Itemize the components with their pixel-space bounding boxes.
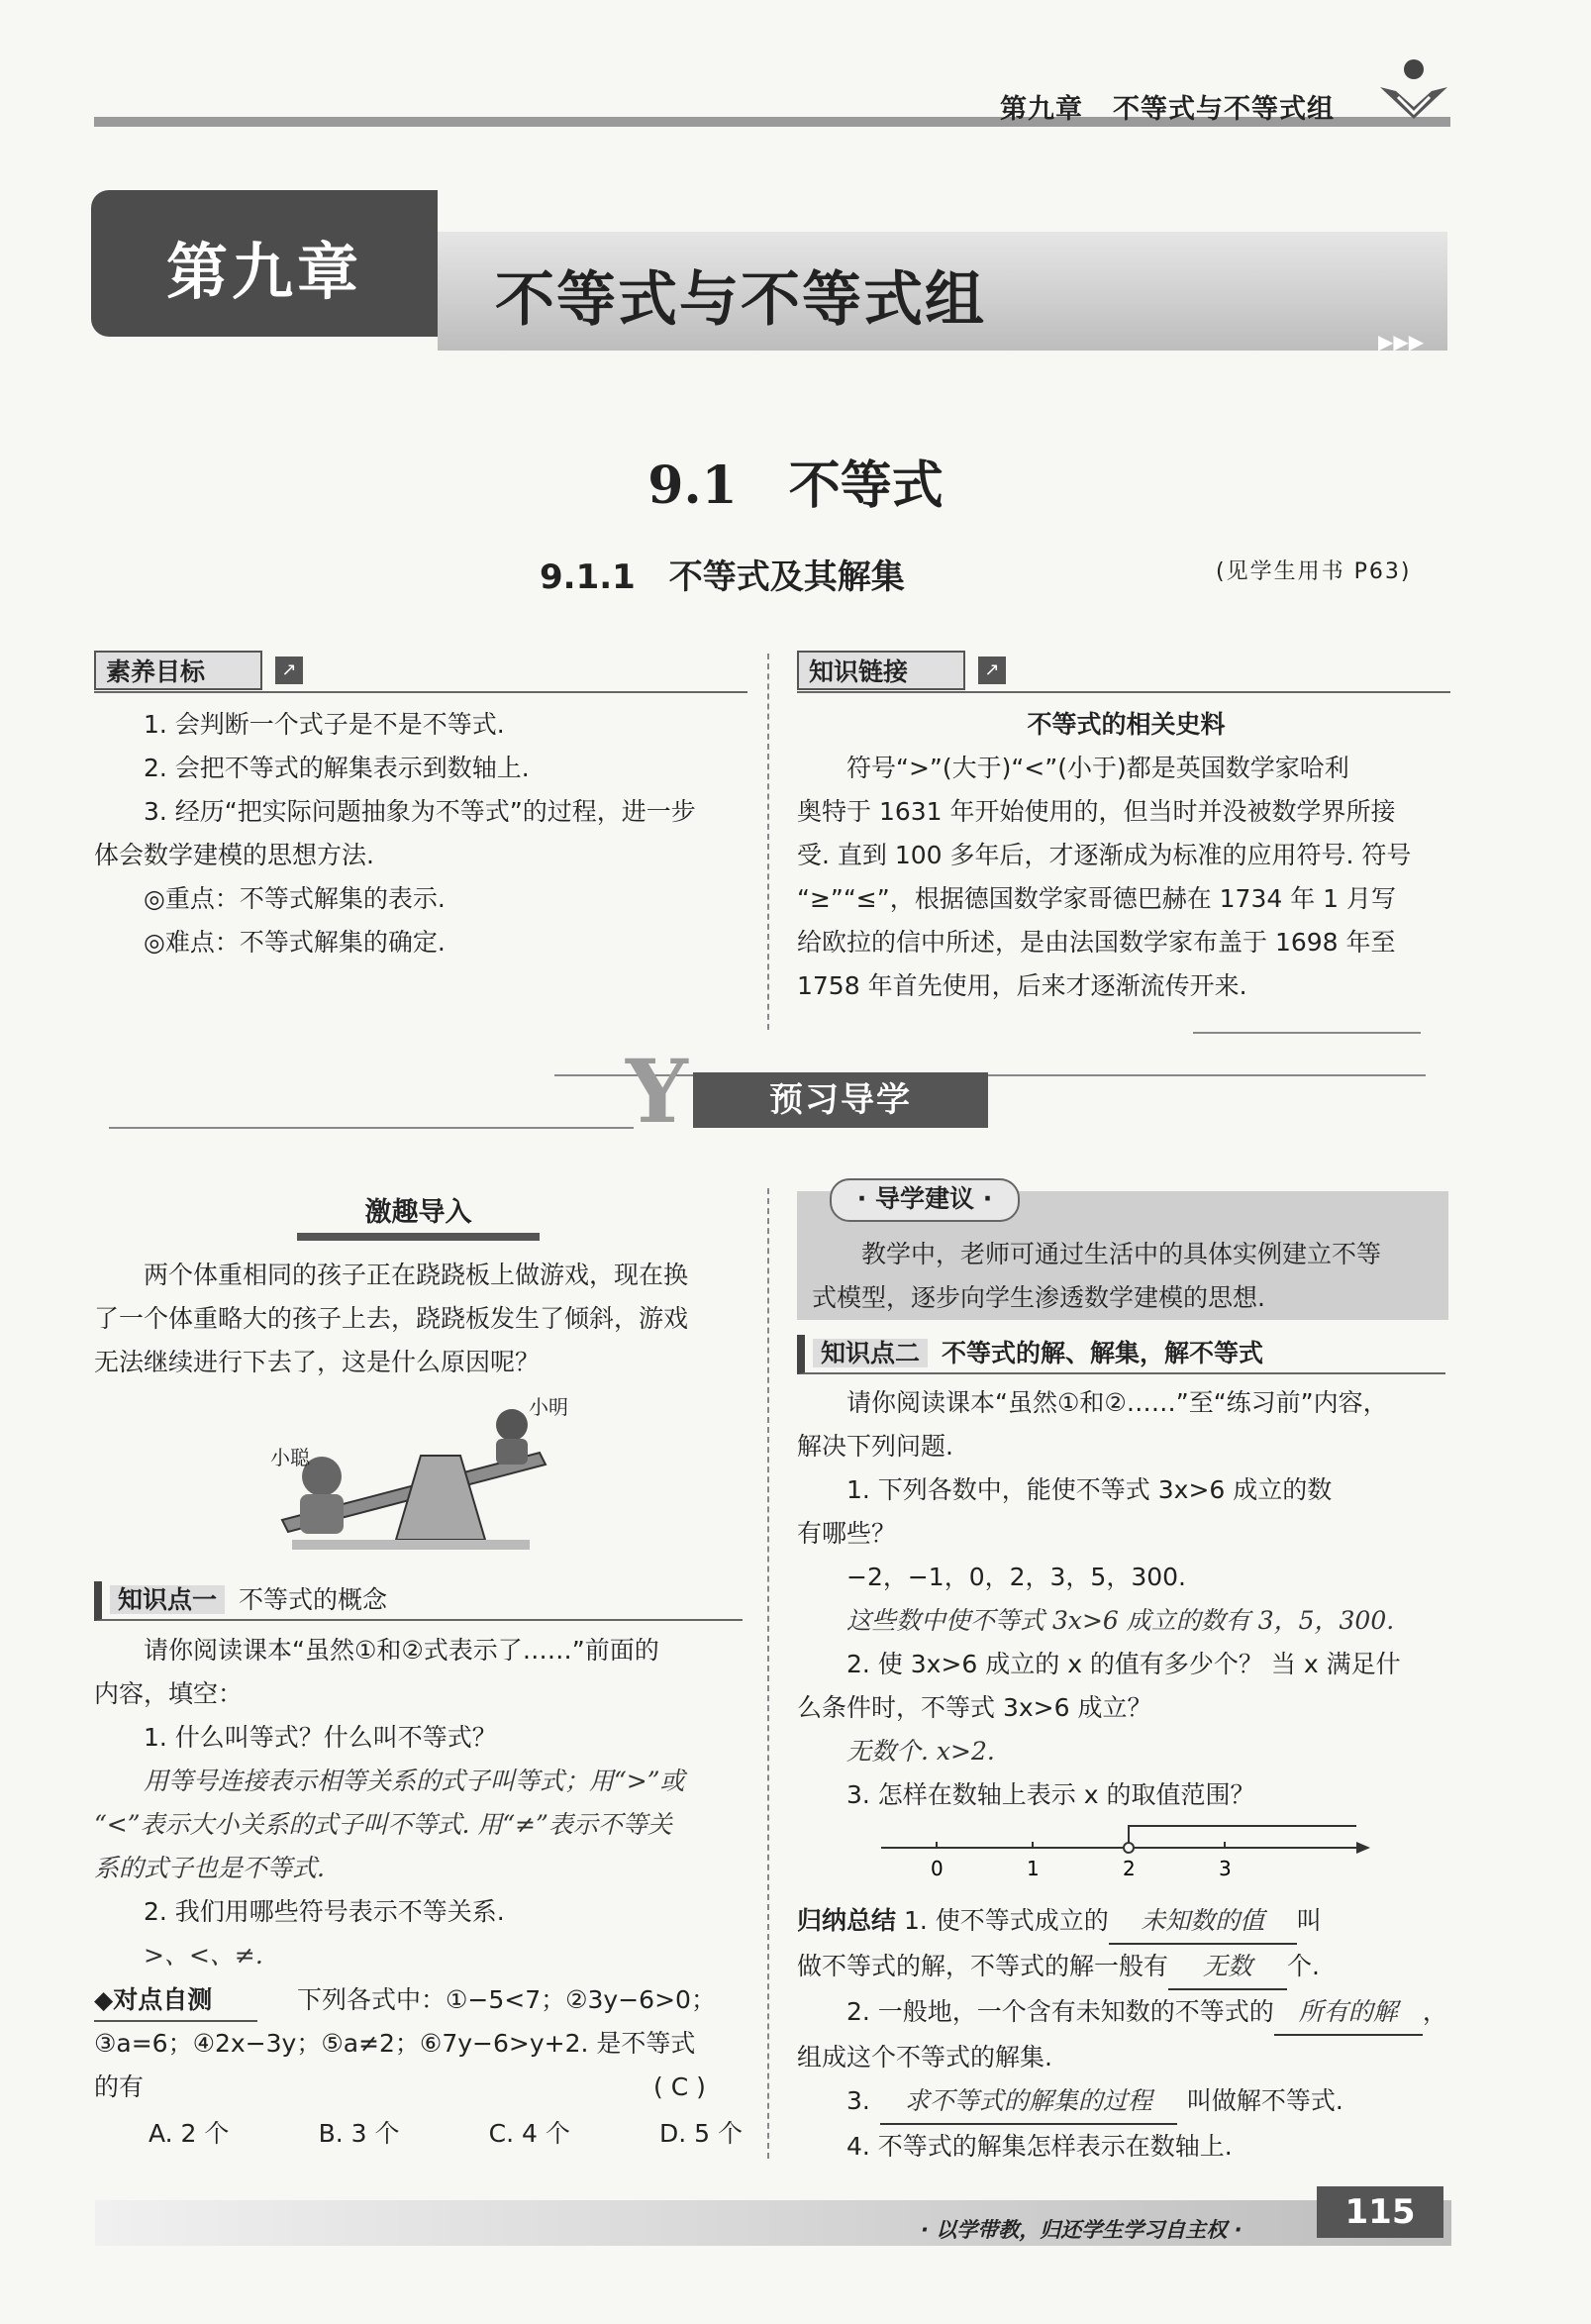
kp2-header (797, 1335, 1445, 1374)
summary-label: 归纳总结 (797, 1906, 897, 1935)
kp2-numbers: −2，−1，0，2，3，5，300. (846, 1563, 1186, 1591)
summary-text: 3. (846, 2086, 870, 2115)
guide-text (812, 1233, 1436, 1320)
summary-text: ， (1422, 1997, 1447, 2026)
summary-line-4: 4. 不等式的解集怎样表示在数轴上. (846, 2132, 1233, 2161)
intro-line: 两个体重相同的孩子正在跷跷板上做游戏，现在换 (144, 1261, 689, 1289)
diamond-icon: ◆ (94, 1985, 114, 2014)
arrow-icon: ↗ (275, 657, 303, 684)
selftest-label: 对点自测 (113, 1985, 213, 2014)
summary-line-1 (797, 1899, 1455, 1945)
goal-line: 3. 经历“把实际问题抽象为不等式”的过程，进一步 (144, 797, 696, 826)
link-line: “≥”“≤”，根据德国数学家哥德巴赫在 1734 年 1 月写 (797, 884, 1397, 913)
running-header (1000, 87, 1364, 126)
selftest-options (149, 2112, 743, 2156)
book-reference: (见学生用书 P63) (1216, 559, 1412, 584)
seesaw-illustration (252, 1391, 559, 1555)
column-divider (767, 654, 769, 1030)
kp1-content (94, 1629, 752, 1977)
axis-label-3: 3 (1219, 1857, 1232, 1880)
link-line: 1758 年首先使用，后来才逐渐流传开来. (797, 971, 1247, 1000)
intro-banner: 激趣导入 (297, 1193, 540, 1241)
option-c: C. 4 个 (488, 2119, 570, 2148)
axis-label-0: 0 (931, 1857, 944, 1880)
goals-tag: 素养目标 (94, 651, 262, 690)
kp2-answer: 无数个. x>2. (846, 1737, 995, 1766)
link-title: 不等式的相关史料 (1027, 710, 1226, 739)
guide-tag: · 导学建议 · (830, 1178, 1020, 1222)
blank-answer: 所有的解 (1274, 1990, 1423, 2036)
goals-rule (94, 691, 747, 693)
kp2-title: 不等式的解、解集，解不等式 (942, 1339, 1264, 1367)
kp2-intro: 请你阅读课本“虽然①和②……”至“练习前”内容， (846, 1388, 1388, 1417)
summary-text: 叫 (1296, 1906, 1322, 1935)
goals-list (94, 703, 747, 964)
blank-answer: 未知数的值 (1109, 1899, 1297, 1945)
section-title: 9.1 不等式 (647, 455, 944, 516)
kp1-answer: 系的式子也是不等式. (94, 1854, 325, 1882)
kp2-answer: 这些数中使不等式 3x>6 成立的数有 3，5，300. (846, 1606, 1395, 1635)
selftest-line1: 下列各式中：①−5<7；②3y−6>0； (297, 1985, 716, 2014)
summary-line-2b: 组成这个不等式的解集. (797, 2043, 1052, 2071)
link-line: 符号“>”(大于)“<”(小于)都是英国数学家哈利 (846, 754, 1349, 782)
summary-text: 个. (1287, 1952, 1320, 1980)
arrow-icon: ↗ (978, 657, 1006, 684)
kp1-question: 2. 我们用哪些符号表示不等关系. (144, 1897, 505, 1926)
goal-line: 体会数学建模的思想方法. (94, 841, 374, 869)
goal-line: 1. 会判断一个式子是不是不等式. (144, 710, 505, 739)
page-number: 115 (1317, 2186, 1443, 2238)
summary-text: 叫做解不等式. (1186, 2086, 1343, 2115)
summary-text: 2. 一般地，一个含有未知数的不等式的 (846, 1997, 1274, 2026)
preview-rule-left (109, 1127, 634, 1129)
guide-line: 教学中，老师可通过生活中的具体实例建立不等 (861, 1240, 1382, 1268)
subsection-title: 9.1.1 不等式及其解集 (540, 557, 905, 597)
option-a: A. 2 个 (149, 2119, 230, 2148)
kp1-tag: 知识点一 (110, 1585, 225, 1614)
footer-slogan: · 以学带教，归还学生学习自主权 · (921, 2218, 1243, 2242)
column-divider (767, 1188, 769, 2159)
preview-letter: Y (626, 1040, 688, 1143)
intro-text (94, 1254, 752, 1384)
blank-answer: 求不等式的解集的过程 (880, 2079, 1177, 2125)
axis-label-2: 2 (1123, 1857, 1136, 1880)
banner-arrows: ▶▶▶ (1378, 330, 1425, 354)
kp1-header (94, 1581, 743, 1621)
kp2-tag: 知识点二 (813, 1339, 928, 1367)
selftest-tag (94, 1980, 257, 2022)
header-title: 不等式与不等式组 (1113, 94, 1335, 125)
axis-label-1: 1 (1027, 1857, 1040, 1880)
kp2-question: 3. 怎样在数轴上表示 x 的取值范围？ (846, 1780, 1255, 1809)
name-left: 小聪 (270, 1446, 310, 1469)
kp2-question: 1. 下列各数中，能使不等式 3x>6 成立的数 (846, 1475, 1333, 1504)
name-right: 小明 (529, 1395, 568, 1419)
kp2-question: 么条件时，不等式 3x>6 成立？ (797, 1693, 1152, 1722)
kp1-line: 内容，填空： (94, 1679, 244, 1708)
chapter-title: 不等式与不等式组 (495, 265, 986, 335)
link-line: 受. 直到 100 多年后，才逐渐成为标准的应用符号. 符号 (797, 841, 1412, 869)
kp1-answer: 用等号连接表示相等关系的式子叫等式；用“>”或 (144, 1767, 685, 1795)
kp2-content (797, 1381, 1455, 1817)
kp2-question: 有哪些？ (797, 1519, 897, 1548)
link-rule (797, 691, 1450, 693)
intro-line: 了一个体重略大的孩子上去，跷跷板发生了倾斜，游戏 (94, 1304, 689, 1333)
summary-text: 1. 使不等式成立的 (903, 1906, 1109, 1935)
summary (797, 1899, 1455, 2169)
blank-answer: 无数 (1168, 1945, 1287, 1990)
header-chapter: 第九章 (1000, 94, 1083, 125)
summary-text: 做不等式的解，不等式的解一般有 (797, 1952, 1169, 1980)
reader-logo-icon (1374, 57, 1453, 129)
option-b: B. 3 个 (318, 2119, 400, 2148)
option-d: D. 5 个 (659, 2119, 743, 2148)
goal-line: 2. 会把不等式的解集表示到数轴上. (144, 754, 530, 782)
selftest-answer: ( C ) (653, 2072, 706, 2101)
kp2-intro: 解决下列问题. (797, 1432, 953, 1461)
kp1-title: 不等式的概念 (239, 1585, 388, 1614)
link-line: 给欧拉的信中所述，是由法国数学家布盖于 1698 年至 (797, 928, 1396, 957)
kp1-answer: “<”表示大小关系的式子叫不等式. 用“≠”表示不等关 (94, 1810, 672, 1839)
number-line (871, 1822, 1376, 1881)
kp1-answer: >、<、≠. (144, 1941, 263, 1970)
link-tag: 知识链接 (797, 651, 965, 690)
kp2-question: 2. 使 3x>6 成立的 x 的值有多少个？ 当 x 满足什 (846, 1650, 1401, 1678)
summary-line-2 (797, 1990, 1455, 2036)
guide-line: 式模型，逐步向学生渗透数学建模的思想. (812, 1283, 1265, 1312)
summary-line-1b (797, 1945, 1455, 1990)
chapter-label: 第九章 (165, 236, 362, 308)
footer-band (95, 2200, 1451, 2246)
selftest-line2: ③a=6；④2x−3y；⑤a≠2；⑥7y−6>y+2. 是不等式 (94, 2029, 696, 2058)
link-content (797, 703, 1455, 1008)
link-end-rule (1193, 1032, 1421, 1034)
summary-line-3 (797, 2079, 1455, 2125)
preview-title: 预习导学 (693, 1072, 988, 1128)
kp1-line: 请你阅读课本“虽然①和②式表示了……”前面的 (144, 1636, 659, 1665)
selftest-line3: 的有 (94, 2072, 145, 2101)
link-line: 奥特于 1631 年开始使用的，但当时并没被数学界所接 (797, 797, 1396, 826)
key-point: ◎重点：不等式解集的表示. (144, 884, 446, 913)
difficult-point: ◎难点：不等式解集的确定. (144, 928, 446, 957)
kp1-line: 1. 什么叫等式？什么叫不等式？ (144, 1723, 497, 1752)
intro-line: 无法继续进行下去了，这是什么原因呢？ (94, 1348, 541, 1376)
